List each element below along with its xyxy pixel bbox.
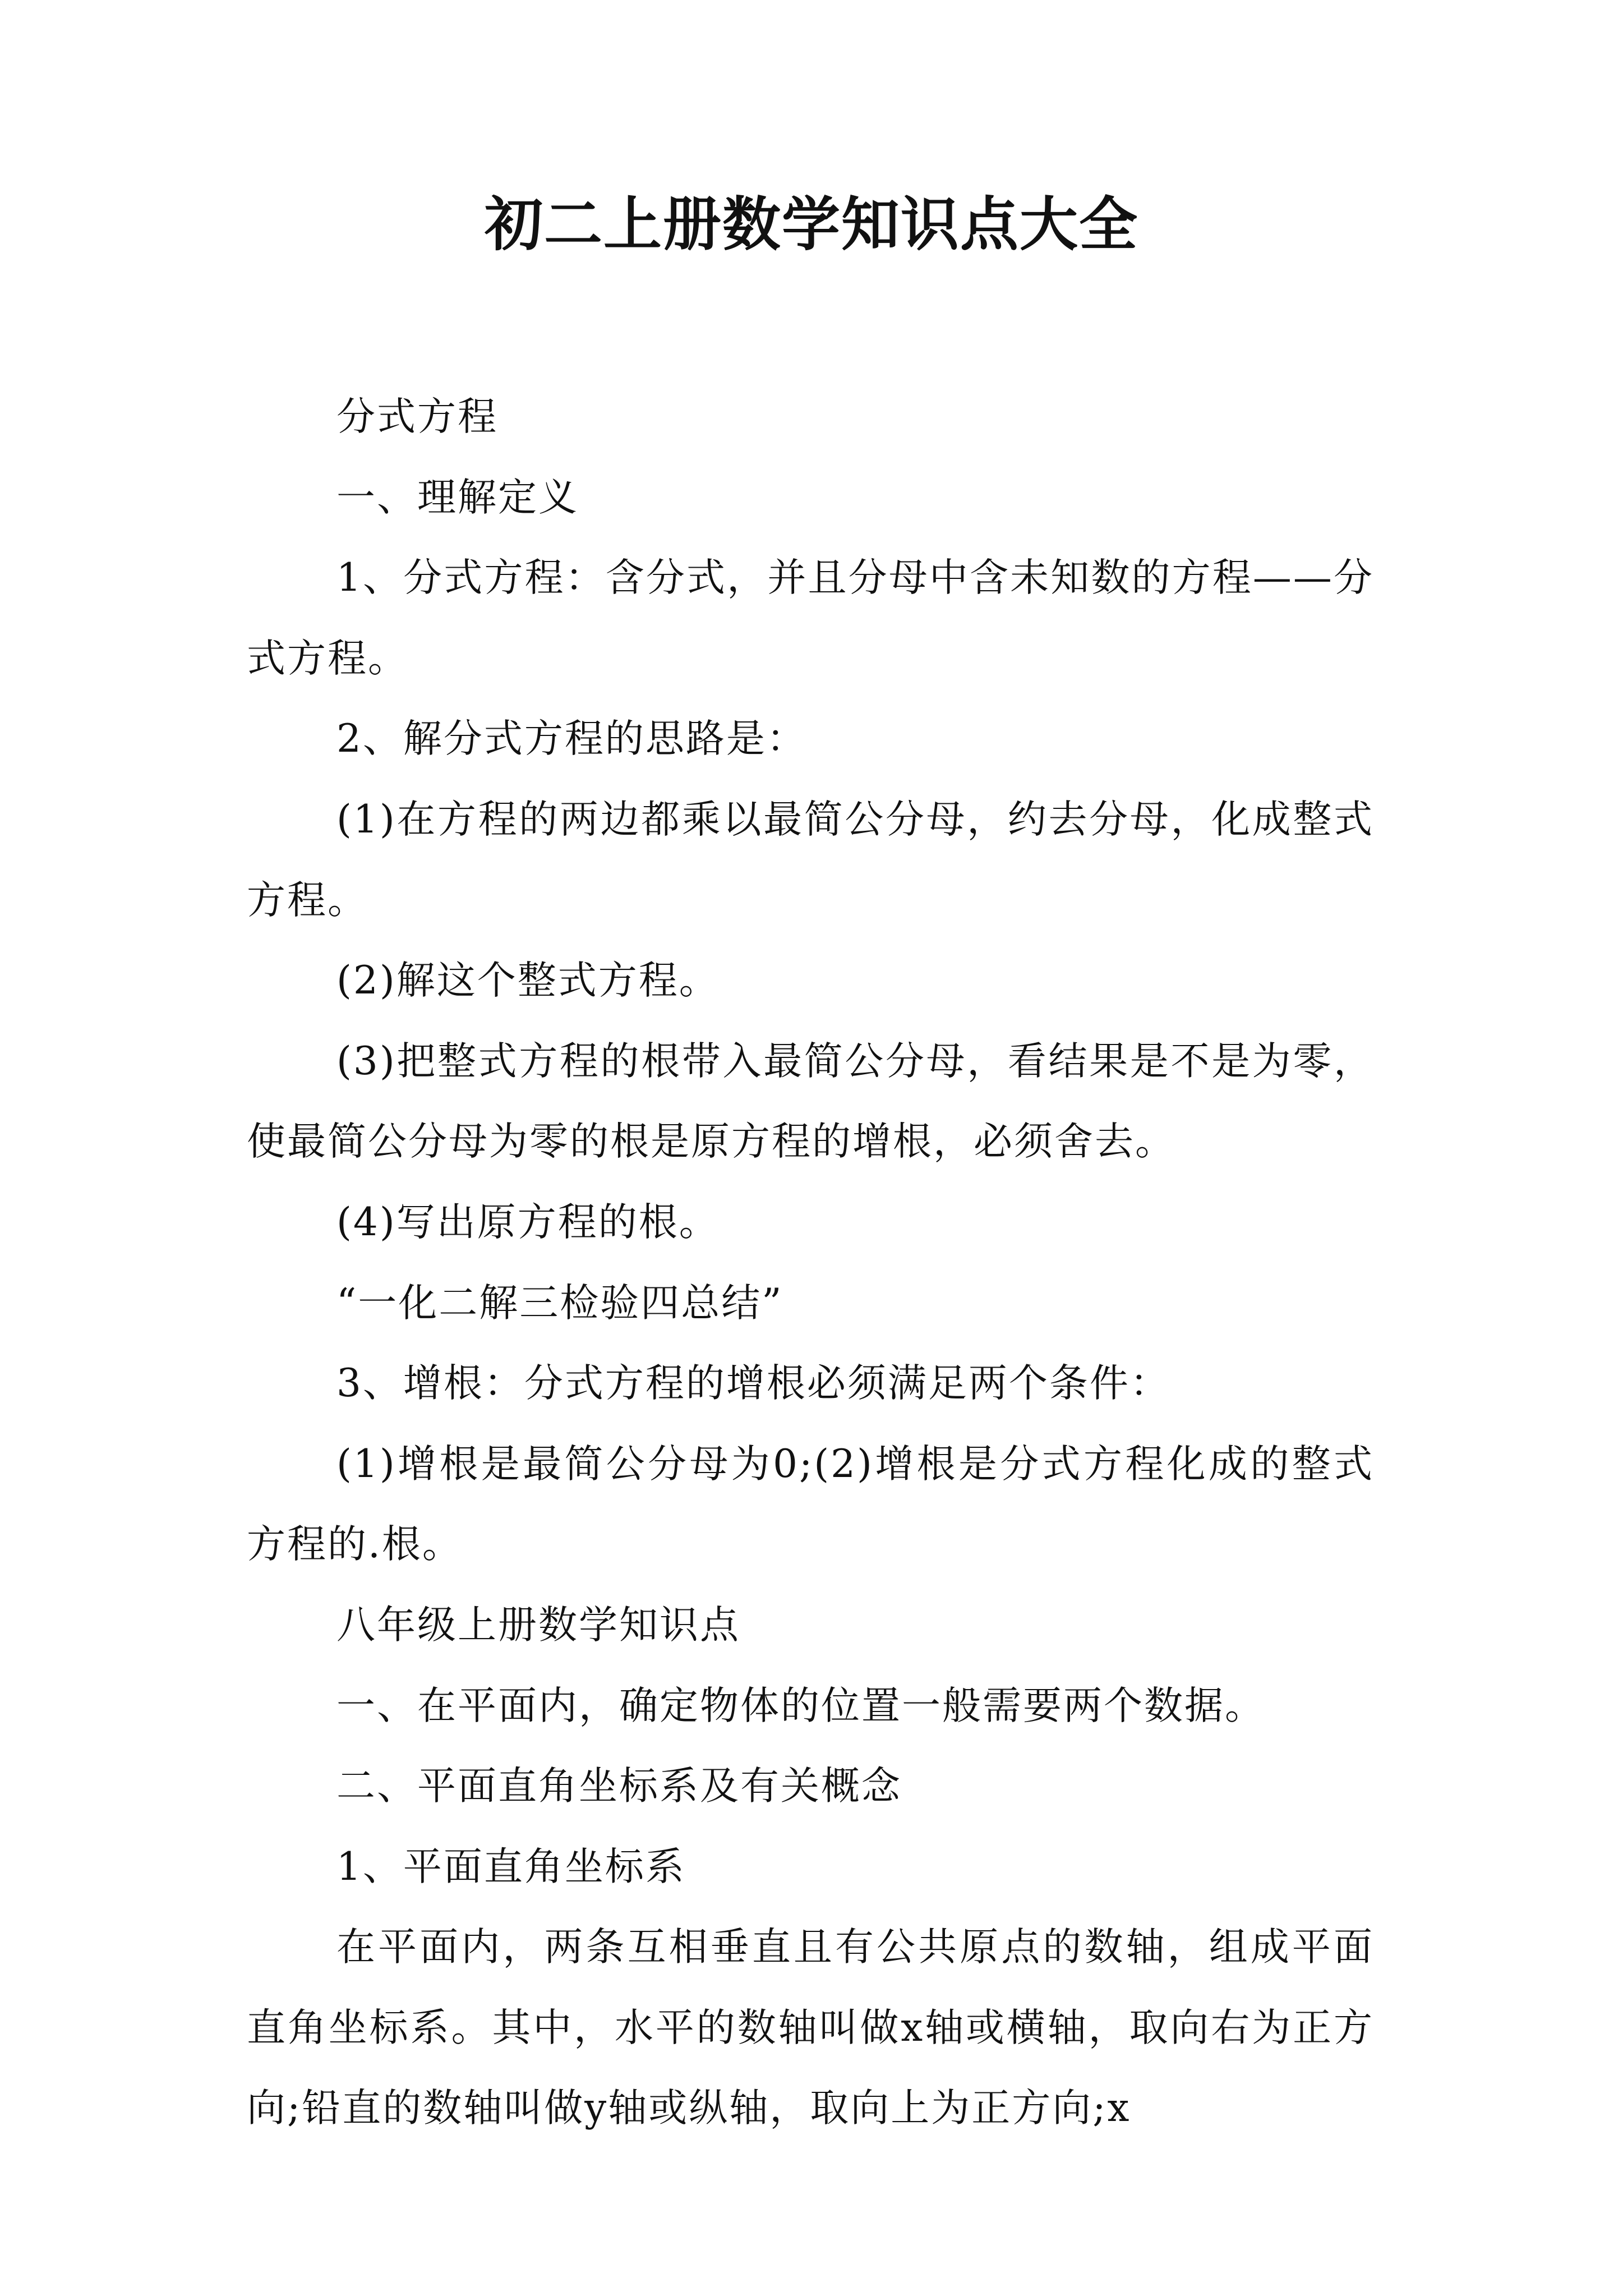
subsection-heading: 一、理解定义 — [336, 475, 579, 520]
subsection-heading: 1、平面直角坐标系 — [336, 1844, 686, 1889]
paragraph: 2、解分式方程的思路是： — [336, 716, 807, 762]
document-body — [247, 377, 1374, 2149]
section-heading: 分式方程 — [336, 394, 498, 439]
paragraph: (3)把整式方程的根带入最简公分母，看结果是不是为零，使最简公分母为零的根是原方程的增根，必须舍去。 — [247, 1038, 1374, 1165]
paragraph: 1、分式方程：含分式，并且分母中含未知数的方程——分式方程。 — [247, 555, 1374, 681]
paragraph: (2)解这个整式方程。 — [336, 958, 720, 1004]
paragraph: 一、在平面内，确定物体的位置一般需要两个数据。 — [336, 1683, 1265, 1728]
paragraph: 3、增根：分式方程的增根必须满足两个条件： — [336, 1361, 1170, 1406]
paragraph: (1)在方程的两边都乘以最简公分母，约去分母，化成整式方程。 — [247, 797, 1374, 923]
paragraph: (4)写出原方程的根。 — [336, 1199, 720, 1245]
subsection-heading: 二、平面直角坐标系及有关概念 — [336, 1764, 902, 1809]
page-title: 初二上册数学知识点大全 — [484, 190, 1138, 259]
paragraph: (1)增根是最简公分母为0;(2)增根是分式方程化成的整式方程的.根。 — [247, 1441, 1374, 1567]
section-heading: 八年级上册数学知识点 — [336, 1602, 740, 1648]
quote-summary: “一化二解三检验四总结” — [336, 1280, 783, 1326]
paragraph: 在平面内，两条互相垂直且有公共原点的数轴，组成平面直角坐标系。其中，水平的数轴叫做x轴或横轴，取向右为正方向;铅直的数轴叫做y轴或纵轴，取向上为正方向;x — [247, 1925, 1374, 2131]
